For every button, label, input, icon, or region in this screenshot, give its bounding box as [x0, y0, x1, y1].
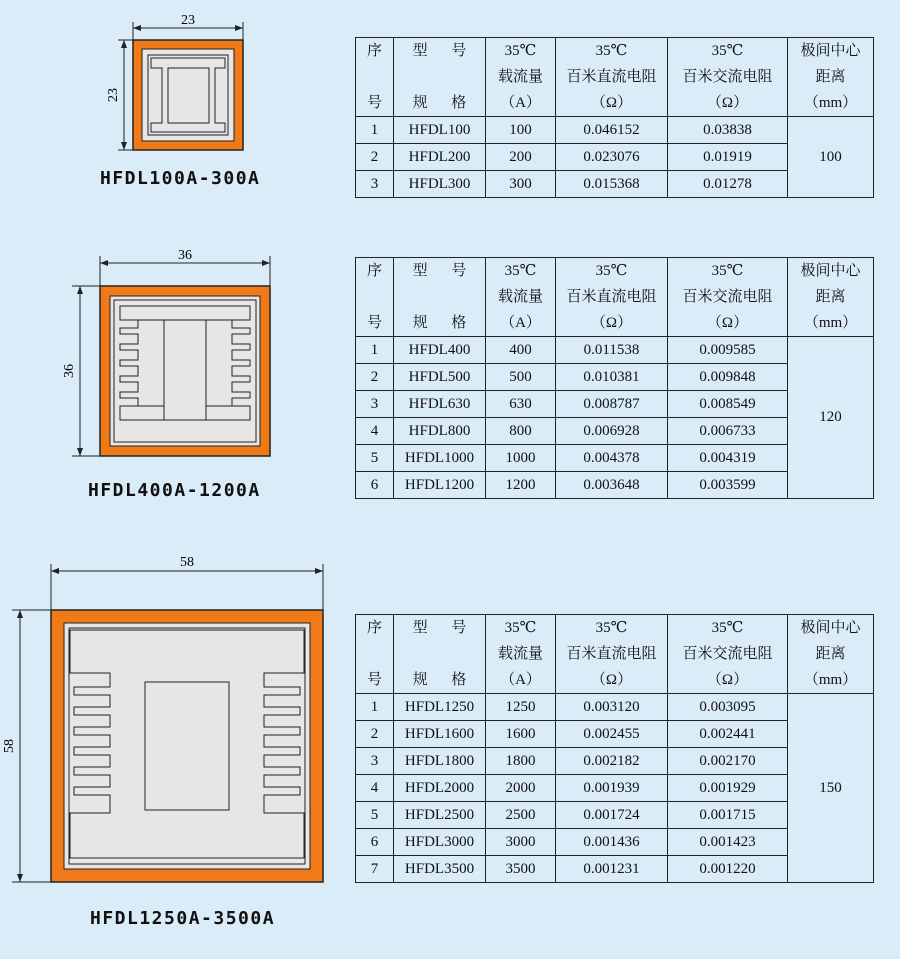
cell-model: HFDL800: [394, 418, 486, 445]
cell-no: 2: [356, 364, 394, 391]
cell-model: HFDL200: [394, 144, 486, 171]
cell-dc: 0.004378: [556, 445, 668, 472]
cell-no: 3: [356, 171, 394, 198]
header-spacing-unit: （mm）: [803, 672, 858, 688]
cell-no: 2: [356, 721, 394, 748]
header-dc-label: 百米直流电阻: [566, 69, 657, 85]
cell-dc: 0.002182: [556, 748, 668, 775]
dim-width-label: 58: [180, 555, 194, 570]
table-row: [356, 337, 874, 364]
cell-dc: 0.002455: [556, 721, 668, 748]
spec-table-2: [355, 257, 874, 499]
header-dc-label: 百米直流电阻: [566, 289, 657, 305]
cell-current: 3500: [486, 856, 556, 883]
cell-ac: 0.009585: [668, 337, 788, 364]
header-model-top: 型 号: [412, 620, 477, 636]
cell-no: 2: [356, 144, 394, 171]
header-ac-unit: （Ω）: [706, 95, 749, 111]
cell-ac: 0.002170: [668, 748, 788, 775]
cell-ac: 0.001715: [668, 802, 788, 829]
table-header-row: [356, 38, 874, 117]
cell-ac: 0.004319: [668, 445, 788, 472]
cell-ac: 0.002441: [668, 721, 788, 748]
table-row: [356, 117, 874, 144]
cell-dc: 0.023076: [556, 144, 668, 171]
table-row: [356, 694, 874, 721]
cell-ac: 0.003599: [668, 472, 788, 499]
cell-current: 2500: [486, 802, 556, 829]
cell-no: 1: [356, 694, 394, 721]
cell-model: HFDL400: [394, 337, 486, 364]
cell-current: 800: [486, 418, 556, 445]
spec-table-1: [355, 37, 874, 198]
header-current-unit: （A）: [500, 672, 541, 688]
cell-current: 100: [486, 117, 556, 144]
section-caption: HFDL1250A-3500A: [90, 908, 276, 929]
header-dc-temp: 35℃: [595, 620, 628, 636]
header-current-label: 载流量: [497, 69, 543, 85]
header-spacing-line1: 极间中心: [800, 263, 861, 279]
header-current-label: 载流量: [497, 646, 543, 662]
cell-no: 4: [356, 418, 394, 445]
header-dc-unit: （Ω）: [590, 315, 633, 331]
header-spacing-unit: （mm）: [803, 95, 858, 111]
cell-dc: 0.015368: [556, 171, 668, 198]
dim-width-label: 36: [178, 248, 192, 263]
cell-model: HFDL3500: [394, 856, 486, 883]
cell-no: 5: [356, 445, 394, 472]
header-ac-label: 百米交流电阻: [682, 69, 773, 85]
cell-dc: 0.001436: [556, 829, 668, 856]
cell-model: HFDL2000: [394, 775, 486, 802]
cell-model: HFDL2500: [394, 802, 486, 829]
cell-model: HFDL1600: [394, 721, 486, 748]
cell-dc: 0.001724: [556, 802, 668, 829]
cell-ac: 0.01919: [668, 144, 788, 171]
cell-spacing: 120: [788, 337, 874, 499]
cell-dc: 0.003120: [556, 694, 668, 721]
table-header-row: [356, 615, 874, 694]
header-seq-bottom: 号: [366, 672, 382, 688]
header-seq-top: 序: [366, 43, 382, 59]
cell-ac: 0.001423: [668, 829, 788, 856]
cell-ac: 0.003095: [668, 694, 788, 721]
header-ac-temp: 35℃: [711, 43, 744, 59]
cell-no: 1: [356, 337, 394, 364]
header-dc-temp: 35℃: [595, 263, 628, 279]
header-ac-unit: （Ω）: [706, 315, 749, 331]
header-dc-label: 百米直流电阻: [566, 646, 657, 662]
cell-current: 1600: [486, 721, 556, 748]
cell-no: 3: [356, 748, 394, 775]
header-spacing-line2: 距离: [815, 289, 846, 305]
cell-ac: 0.01278: [668, 171, 788, 198]
section-hfdl100-300: [0, 0, 900, 230]
cell-model: HFDL500: [394, 364, 486, 391]
header-model-bottom: 规 格: [412, 315, 477, 331]
cell-model: HFDL100: [394, 117, 486, 144]
header-model-bottom: 规 格: [412, 95, 477, 111]
header-seq-bottom: 号: [366, 95, 382, 111]
header-seq-bottom: 号: [366, 315, 382, 331]
cell-dc: 0.046152: [556, 117, 668, 144]
header-spacing-line1: 极间中心: [800, 43, 861, 59]
header-current-unit: （A）: [500, 95, 541, 111]
cell-current: 300: [486, 171, 556, 198]
section-hfdl400-1200: [0, 230, 900, 530]
section-hfdl1250-3500: [0, 530, 900, 959]
cell-current: 1800: [486, 748, 556, 775]
cell-dc: 0.006928: [556, 418, 668, 445]
header-spacing-line2: 距离: [815, 646, 846, 662]
header-dc-temp: 35℃: [595, 43, 628, 59]
cell-ac: 0.001220: [668, 856, 788, 883]
dim-height-label: 58: [2, 739, 17, 753]
cell-current: 630: [486, 391, 556, 418]
cell-dc: 0.011538: [556, 337, 668, 364]
cell-ac: 0.008549: [668, 391, 788, 418]
cell-current: 500: [486, 364, 556, 391]
cell-ac: 0.001929: [668, 775, 788, 802]
dim-height-label: 36: [62, 364, 77, 378]
cell-model: HFDL1200: [394, 472, 486, 499]
section-caption: HFDL100A-300A: [100, 168, 261, 189]
busbar-cross-section-small: [0, 0, 330, 230]
cell-no: 5: [356, 802, 394, 829]
header-model-top: 型 号: [412, 43, 477, 59]
cell-model: HFDL3000: [394, 829, 486, 856]
cell-current: 1000: [486, 445, 556, 472]
table-header-row: [356, 258, 874, 337]
cell-model: HFDL1800: [394, 748, 486, 775]
cell-no: 7: [356, 856, 394, 883]
spec-table-3: [355, 614, 874, 883]
header-current-unit: （A）: [500, 315, 541, 331]
cell-dc: 0.001939: [556, 775, 668, 802]
cell-spacing: 100: [788, 117, 874, 198]
cell-no: 6: [356, 472, 394, 499]
header-dc-unit: （Ω）: [590, 95, 633, 111]
header-current-temp: 35℃: [504, 263, 537, 279]
cell-current: 1250: [486, 694, 556, 721]
cell-no: 4: [356, 775, 394, 802]
header-model-bottom: 规 格: [412, 672, 477, 688]
cell-current: 3000: [486, 829, 556, 856]
cell-model: HFDL630: [394, 391, 486, 418]
cell-model: HFDL1250: [394, 694, 486, 721]
header-model-top: 型 号: [412, 263, 477, 279]
cell-ac: 0.006733: [668, 418, 788, 445]
header-current-temp: 35℃: [504, 620, 537, 636]
cell-no: 3: [356, 391, 394, 418]
cell-spacing: 150: [788, 694, 874, 883]
cell-model: HFDL1000: [394, 445, 486, 472]
cell-dc: 0.003648: [556, 472, 668, 499]
cell-dc: 0.010381: [556, 364, 668, 391]
header-dc-unit: （Ω）: [590, 672, 633, 688]
cell-ac: 0.009848: [668, 364, 788, 391]
header-ac-label: 百米交流电阻: [682, 646, 773, 662]
cell-no: 6: [356, 829, 394, 856]
cell-ac: 0.03838: [668, 117, 788, 144]
header-seq-top: 序: [366, 620, 382, 636]
dim-height-label: 23: [106, 88, 121, 102]
cell-current: 400: [486, 337, 556, 364]
cell-dc: 0.008787: [556, 391, 668, 418]
dim-width-label: 23: [181, 13, 195, 28]
header-ac-unit: （Ω）: [706, 672, 749, 688]
section-caption: HFDL400A-1200A: [88, 480, 261, 501]
cell-dc: 0.001231: [556, 856, 668, 883]
header-spacing-line1: 极间中心: [800, 620, 861, 636]
cell-current: 2000: [486, 775, 556, 802]
header-ac-label: 百米交流电阻: [682, 289, 773, 305]
header-current-label: 载流量: [497, 289, 543, 305]
header-spacing-unit: （mm）: [803, 315, 858, 331]
cell-current: 200: [486, 144, 556, 171]
header-seq-top: 序: [366, 263, 382, 279]
header-ac-temp: 35℃: [711, 263, 744, 279]
header-spacing-line2: 距离: [815, 69, 846, 85]
cell-model: HFDL300: [394, 171, 486, 198]
cell-no: 1: [356, 117, 394, 144]
cell-current: 1200: [486, 472, 556, 499]
header-current-temp: 35℃: [504, 43, 537, 59]
busbar-cross-section-large: [0, 530, 340, 959]
header-ac-temp: 35℃: [711, 620, 744, 636]
